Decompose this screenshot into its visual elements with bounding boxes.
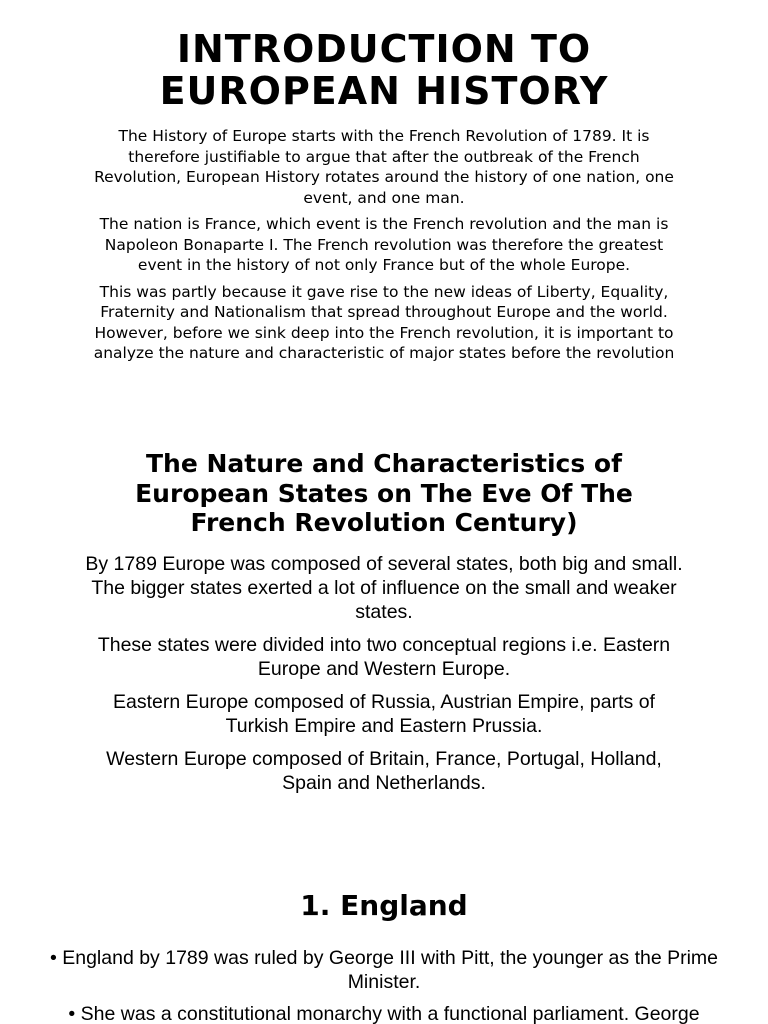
section-paragraph-2: These states were divided into two conceptual regions i.e. Eastern Europe and Western Europe. <box>97 634 671 680</box>
section-heading-line-2: European States on The Eve Of The <box>135 478 633 508</box>
section-heading-line-1: The Nature and Characteristics of <box>145 449 622 478</box>
title-line-1: INTRODUCTION TO <box>176 27 592 71</box>
bullet-item-2: • She was a constitutional monarchy with a functional parliament. George <box>68 1003 700 1024</box>
section-paragraph-4: Western Europe composed of Britain, France, Portugal, Holland, Spain and Netherlands. <box>106 748 662 794</box>
intro-text <box>84 126 684 364</box>
section-heading-european-states <box>0 449 768 538</box>
section-paragraph-3: Eastern Europe composed of Russia, Austrian Empire, parts of Turkish Empire and Eastern Prussia. <box>113 691 655 737</box>
england-bullet-list <box>0 946 768 1024</box>
intro-paragraph-3: This was partly because it gave rise to the new ideas of Liberty, Equality, Fraternity and Nationalism that spread throughout Europe and the world. However, before we sink deep into the French revolution, it is important to analyze the nature and characteristic of major states before the revolution <box>93 282 675 362</box>
title-line-2: EUROPEAN HISTORY <box>159 69 609 113</box>
intro-paragraph-1: The History of Europe starts with the French Revolution of 1789. It is therefore justifiable to argue that after the outbreak of the French Revolution, European History rotates around the history of one nation, one event, and one man. <box>94 127 674 207</box>
section-heading-england: 1. England <box>300 889 468 922</box>
section-body-european-states <box>0 552 768 804</box>
page-title <box>0 0 768 112</box>
section-heading-line-3: French Revolution Century) <box>190 508 578 537</box>
section-paragraph-1: By 1789 Europe was composed of several states, both big and small. The bigger states exerted a lot of influence on the small and weaker states. <box>85 553 683 623</box>
bullet-item-1: • England by 1789 was ruled by George III with Pitt, the younger as the Prime Minister. <box>49 947 719 993</box>
intro-paragraph-2: The nation is France, which event is the French revolution and the man is Napoleon Bonaparte I. The French revolution was therefore the greatest event in the history of not only France but of the whole Europe. <box>99 215 669 274</box>
